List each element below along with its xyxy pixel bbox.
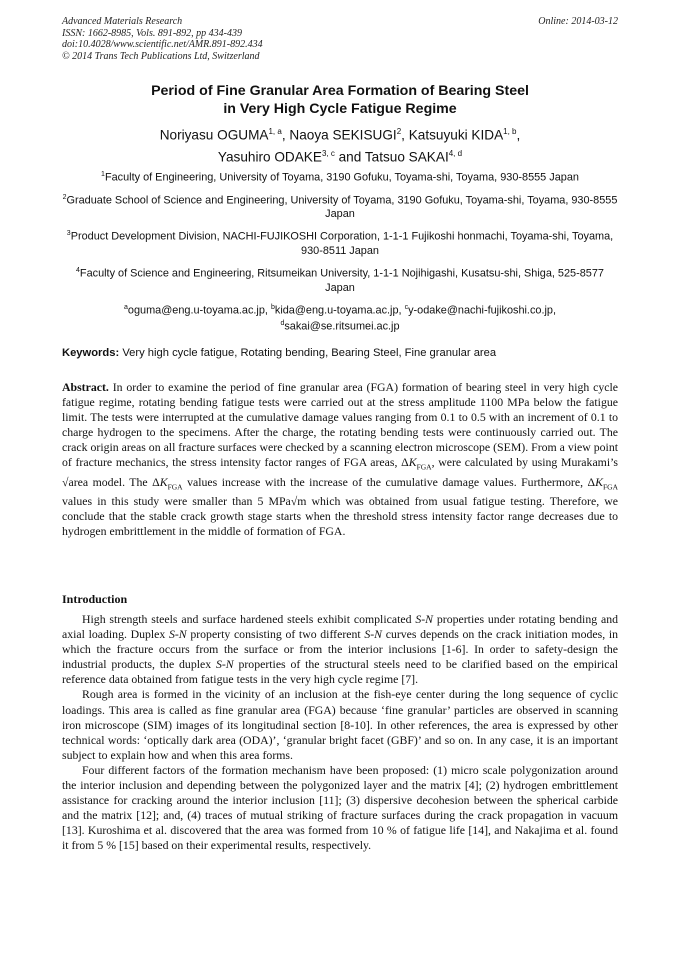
author-sup: 3, c [321,148,335,158]
keywords [62,346,618,360]
affiliation-sup: 2 [62,193,67,201]
affiliation [62,264,618,295]
author-sep: , [401,127,409,143]
fga-subscript: FGA [167,482,183,491]
affiliation [62,227,618,258]
email-link[interactable]: kida@eng.u-toyama.ac.jp [274,304,399,317]
abstract-text: In order to examine the period of fine granular area (FGA) formation of bearing steel in very high cycle fatigue regime, rotating bending fatigue tests were carried out at the stress amplitude 1100 MPa below the fatigue limit. The tests were interrupted at the cumulative damage values ranging from 0.1 to 0.5 with an increment of 0.1 to charge hydrogen to the specimens. After the charge, the rotating bending tests were continuously carried out. The crack origin areas on all fracture surfaces were checked by a scanning electron microscope (SEM). From a view point of fracture mechanics, the stress intensity factor ranges of FGA areas, Δ [62,380,618,470]
keywords-label: Keywords: [62,347,120,359]
email-sup: b [270,303,275,311]
email-sep: , [398,304,405,317]
author: Katsuyuki KIDA [408,127,504,143]
affiliation-text: Faculty of Science and Engineering, Ritsumeikan University, 1-1-1 Nojihigashi, Kusatsu-shi, Shiga, 525-8577 Japan [79,267,604,294]
abstract-text: , were calculated by using Murakami’s √area model. The Δ [62,455,618,489]
journal-name: Advanced Materials Research [62,16,183,27]
paragraph [62,612,618,687]
affiliation [62,191,618,222]
k-symbol: K [408,455,417,470]
title-line-2: in Very High Cycle Fatigue Regime [223,101,457,117]
text-run: High strength steels and surface hardened steels exhibit complicated [82,612,416,626]
text-run: properties of the structural steels need to be clarified based on the empirical reference data obtained from fatigue tests in the very high cycle regime [7]. [62,657,619,687]
author-sup: 4, d [448,148,463,158]
abstract-text: values increase with the increase of the cumulative damage values. Furthermore, Δ [182,474,596,489]
abstract-label: Abstract. [62,380,109,394]
paragraph: Rough area is formed in the vicinity of an inclusion at the fish-eye center during the long sequence of cyclic loadings. This area is called as fine granular area (FGA) because ‘fine granular’ particles are observed in scanning iron microscope (SIM) images of its longitudinal section [8-10]. In other references, the area is expressed by other technical words: ‘optically dark area (ODA)’, ‘granular bright facet (GBF)’ and so on. In any case, it is an important subject to explain how and when this area forms. [62,687,618,762]
affiliation-sup: 4 [76,266,80,274]
title-line-1: Period of Fine Granular Area Formation of Bearing Steel [151,83,529,99]
email-link[interactable]: oguma@eng.u-toyama.ac.jp [127,304,265,317]
author: Yasuhiro ODAKE [217,149,322,165]
text-run: curves depends on the crack initiation modes, in which the fracture occurs from the surface or from the interior inclusions [1-6]. In order to safety-design the industrial products, the duplex [62,627,618,672]
author-sep: and [334,149,365,165]
sn-term: S-N [415,612,434,626]
affiliation-text: Graduate School of Science and Engineering, University of Toyama, 3190 Gofuku, Toyama-shi, Toyama, 930-8555 Japan [66,194,618,221]
email-sep: , [264,304,271,317]
affiliation-sup: 1 [101,171,105,178]
affiliations [62,168,618,340]
email-list [62,301,618,334]
abstract-text: values in this study were smaller than 5 MPa√m which was obtained from usual fatigue testing. Therefore, we conclude that the stable crack growth stage starts when the threshold stress intensity factor range decreases due to hydrogen embrittlement in the middle of formation of FGA. [62,494,618,539]
affiliation-text: Faculty of Engineering, University of Toyama, 3190 Gofuku, Toyama-shi, Toyama, 930-8555 Japan [104,171,579,184]
paper-title [62,82,618,118]
author: Naoya SEKISUGI [289,127,397,143]
k-symbol: K [159,474,168,489]
affiliation-text: Product Development Division, NACHI-FUJIKOSHI Corporation, 1-1-1 Fujikoshi honmachi, Toyama-shi, Toyama, 930-8511 Japan [70,230,614,257]
email-sup: c [404,303,409,311]
introduction-body [62,612,618,854]
abstract [62,380,618,539]
journal-doi: doi:10.4028/www.scientific.net/AMR.891-892.434 [62,39,263,50]
text-run: properties under rotating bending and axial loading. Duplex [62,612,618,642]
text-run: property consisting of two different [186,627,365,642]
journal-issn: ISSN: 1662-8985, Vols. 891-892, pp 434-439 [62,27,242,39]
affiliation-sup: 3 [66,230,71,238]
author-sep: , [516,127,521,143]
author: Noriyasu OGUMA [159,127,269,143]
author-sep: , [281,127,290,143]
sn-term: S-N [364,627,383,642]
journal-header [62,16,618,62]
paragraph: Four different factors of the formation mechanism have been proposed: (1) micro scale polygonization around the interior inclusion and depending between the polygonized layer and the matrix [4]; (2) hydrogen embrittlement assistance for cracking around the interior inclusion [11]; (3) dispersive decohesion between the spherical carbide and the matrix [12]; and, (4) traces of mutual striking of fracture surfaces during the crack propagation in vacuum [13]. Kuroshima et al. discovered that the area was formed from 10 % of fatigue life [14], and Nakajima et al. found it from 5 % [15] based on their experimental results, respectively. [62,762,618,853]
author-sup: 1, b [503,127,517,136]
email-link[interactable]: sakai@se.ritsumei.ac.jp [284,320,400,333]
affiliation [62,168,618,185]
author-sup: 1, a [268,127,282,136]
online-date: Online: 2014-03-12 [538,16,618,27]
sn-term: S-N [168,627,187,642]
fga-subscript: FGA [416,462,432,472]
section-heading: Introduction [62,592,128,606]
author: Tatsuo SAKAI [364,149,449,165]
sn-term: S-N [215,657,234,672]
email-sup: d [280,320,285,328]
author-sup: 2 [396,127,402,136]
email-sep: , [552,304,556,317]
keywords-text: Very high cycle fatigue, Rotating bending, Bearing Steel, Fine granular area [122,347,497,359]
email-sup: a [124,303,128,311]
author-list [62,123,618,166]
k-symbol: K [595,474,603,489]
journal-copyright: © 2014 Trans Tech Publications Ltd, Switzerland [62,50,260,62]
email-link[interactable]: y-odake@nachi-fujikoshi.co.jp [408,304,553,317]
fga-subscript: FGA [603,482,619,491]
